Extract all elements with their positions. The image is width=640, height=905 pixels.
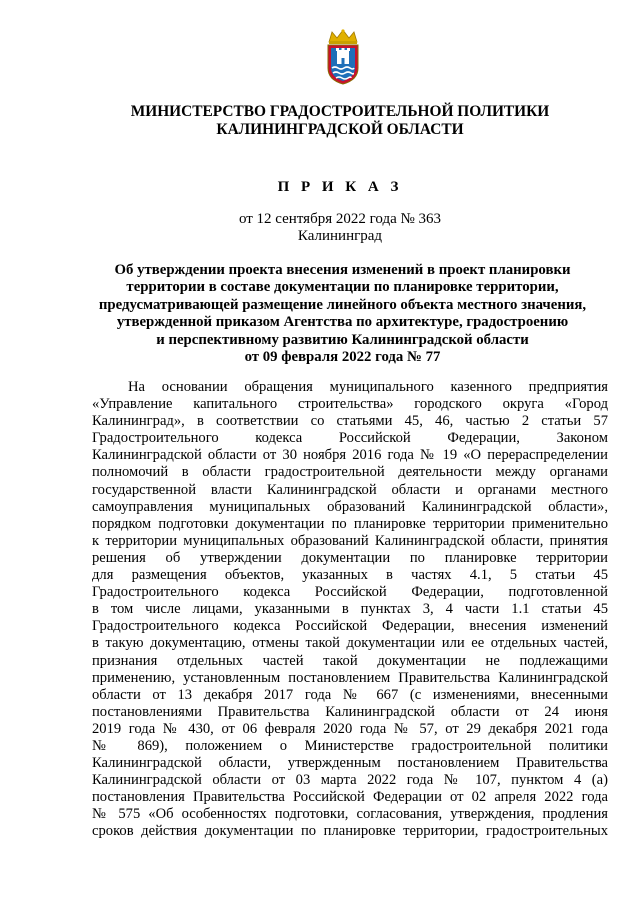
body-line: полномочий в области градостроительной деятельности между органами [92,464,608,481]
body-line: к территории муниципальных образований Калининградской области, принятия [92,532,608,549]
subject-line: от 09 февраля 2022 года № 77 [244,349,441,366]
order-title: П Р И К А З [277,179,403,195]
body-line: области от 13 декабря 2017 года № 667 (с изменениями, внесенными [92,686,608,703]
body-line: Калининградской области от 03 марта 2022 года № 107, пунктом 4 (а) [92,772,608,789]
body-line: постановлениями Правительства Калининградской области от 24 июня [92,703,608,720]
body-line: 2019 года № 430, от 06 февраля 2020 года № 57, от 29 декабря 2021 года [92,720,608,737]
body-line: решения об утверждении документации по планировке территории [92,549,608,566]
order-date-number: от 12 сентября 2022 года № 363 [238,211,442,227]
body-line: порядком подготовки документации по планировке территории применительно [92,515,608,532]
body-line: государственной власти Калининградской области и органами местного [92,481,608,498]
body-line: применению, установленным постановлением Правительства Калининградской [92,669,608,686]
body-line: самоуправления муниципальных образований Калининградской области», [92,498,608,515]
coat-of-arms-icon [323,28,363,86]
body-line: Калининград», в соответствии со статьями 45, 46, частью 2 статьи 57 [92,413,608,430]
subject-line: и перспективному развитию Калининградской области [156,331,529,348]
subject-line: Об утверждении проекта внесения изменений в проект планировки [114,262,571,278]
body-line: сроков действия документации по планировке территории, градостроительных [92,823,608,840]
order-city: Калининград [297,228,383,244]
body-line: № 575 «Об особенностях подготовки, согласования, утверждения, продления [92,806,608,823]
subject-line: утвержденной приказом Агентства по архитектуре, градостроению [116,314,569,331]
body-line: признания отдельных частей такой документации не подлежащими [92,652,608,669]
body-line: постановления Правительства Российской Федерации от 02 апреля 2022 года [92,789,608,806]
body-line: Градостроительного кодекса Российской Федерации, Законом [92,430,608,447]
ministry-line: КАЛИНИНГРАДСКОЙ ОБЛАСТИ [216,121,464,138]
body-line: № 869), положением о Министерстве градостроительной политики [92,737,608,754]
body-line: для размещения объектов, указанных в частях 4.1, 5 статьи 45 [92,567,608,584]
ministry-name [60,103,620,139]
body-line: Градостроительного кодекса Российской Федерации, внесения изменений [92,618,608,635]
body-line: в том числе лицами, указанными в пунктах 3, 4 части 1.1 статьи 45 [92,601,608,618]
body-line: На основании обращения муниципального казенного предприятия [128,379,608,395]
order-body [92,379,608,841]
ministry-line: МИНИСТЕРСТВО ГРАДОСТРОИТЕЛЬНОЙ ПОЛИТИКИ [130,103,550,120]
subject-line: территории в составе документации по планировке территории, [126,279,559,296]
body-line: «Управление капитального строительства» городского округа «Город [92,396,608,413]
body-line: Градостроительного кодекса Российской Федерации, подготовленной [92,584,608,601]
body-line: Калининградской области от 30 ноября 2016 года № 19 «О перераспределении [92,447,608,464]
order-subject [70,262,615,366]
subject-line: предусматривающей размещение линейного объекта местного значения, [98,296,587,313]
body-line: в такую документацию, отмены такой документации или ее отдельных частей, [92,635,608,652]
body-line: Калининградской области, утвержденным постановлением Правительства [92,755,608,772]
